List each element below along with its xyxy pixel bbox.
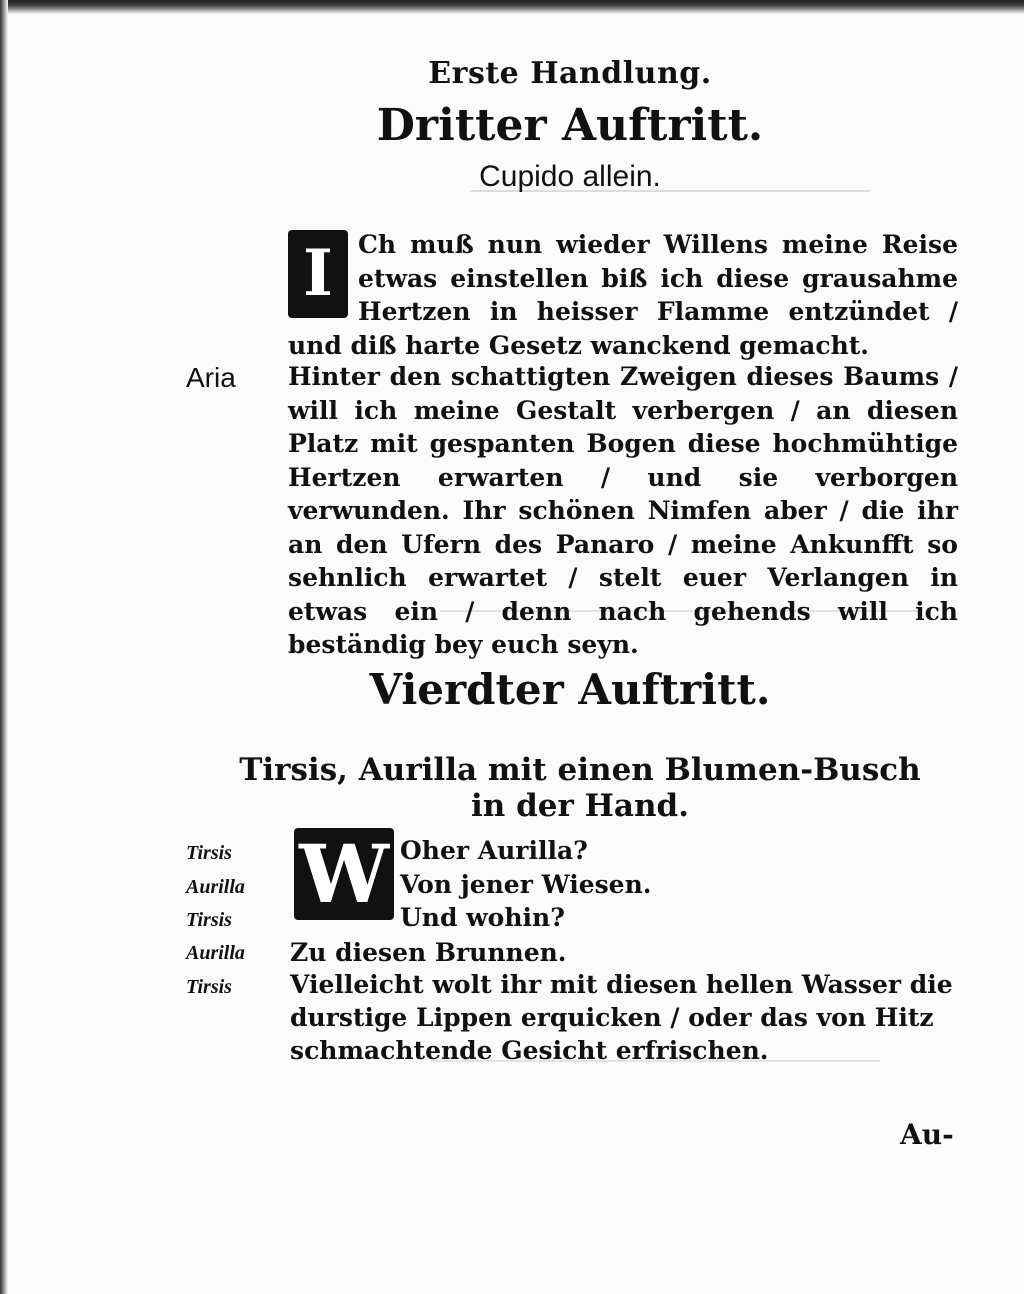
- page-edge-shadow-left: [0, 0, 8, 1294]
- speaker-label: Tirsis: [186, 909, 232, 931]
- dialogue-line: Zu diesen Brunnen.: [290, 938, 567, 967]
- speaker-label: Tirsis: [186, 976, 232, 998]
- page-edge-shadow: [0, 0, 1024, 14]
- catchword: Au-: [900, 1118, 954, 1151]
- speaker-label: Tirsis: [186, 842, 232, 864]
- speaker-label: Aurilla: [186, 876, 245, 898]
- scene-4-cast: Tirsis, Aurilla mit einen Blumen-Busch in der Hand.: [239, 752, 921, 824]
- dialogue-line: Oher Aurilla?: [400, 836, 588, 865]
- scene-3-cast: Cupido allein.: [479, 160, 661, 193]
- act-heading: Erste Handlung.: [428, 56, 712, 91]
- aria-text: Hinter den schattigten Zweigen dieses Baums / will ich meine Gestalt verbergen / an diesen Platz mit gespanten Bogen diese hochmühtige Hertzen erwarten / und sie verborgen verwunden. Ihr schönen Nimfen aber / die ihr an den Ufern des Panaro / meine Ankunfft so sehnlich erwartet / stelt euer Verlangen in etwas ein / denn nach gehends will ich beständig bey euch seyn.: [288, 362, 958, 659]
- scene-3-title: Dritter Auftritt.: [376, 100, 764, 151]
- speaker-label: Aurilla: [186, 942, 245, 964]
- drop-cap: I: [288, 230, 348, 318]
- drop-cap: W: [294, 828, 394, 920]
- scene-4-title: Vierdter Auftritt.: [369, 665, 771, 714]
- dialogue-line: Von jener Wiesen.: [400, 870, 652, 899]
- dialogue-line: Vielleicht wolt ihr mit diesen hellen Wasser die durstige Lippen erquicken / oder das von Hitz schmachtende Gesicht erfrischen.: [290, 970, 953, 1065]
- aria-label: Aria: [186, 362, 236, 393]
- scene-3-text: Ch muß nun wieder Willens meine Reise etwas einstellen biß ich diese grausahme Hertzen in heisser Flamme entzündet / und diß harte Gesetz wanckend gemacht.: [288, 230, 958, 360]
- scene-3-paragraph: [288, 228, 958, 362]
- dialogue-line: Und wohin?: [400, 903, 565, 932]
